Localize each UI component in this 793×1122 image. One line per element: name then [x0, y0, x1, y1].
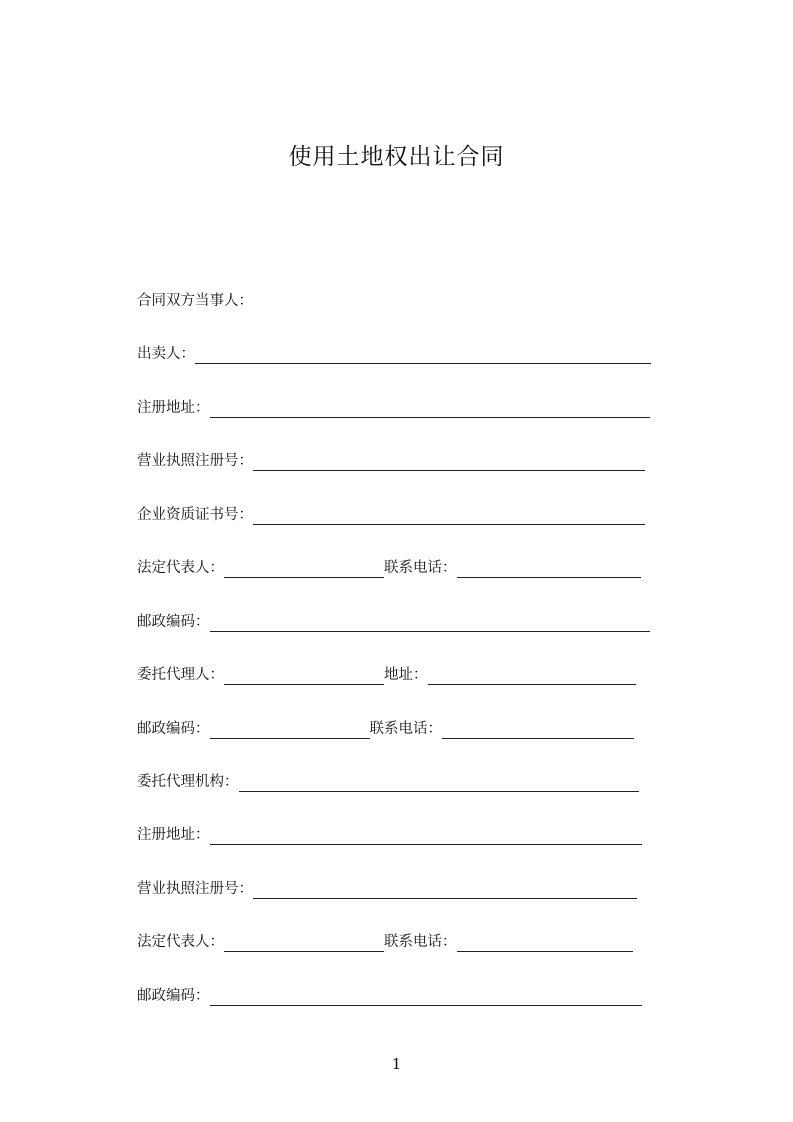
postcode-label-2: 邮政编码： [137, 721, 210, 737]
qualification-row [137, 505, 645, 525]
postcode-label-3: 邮政编码： [137, 988, 210, 1004]
qualification-label: 企业资质证书号： [137, 507, 253, 523]
document-title: 使用土地权出让合同 [288, 144, 505, 170]
phone-blank-1[interactable] [457, 561, 641, 578]
phone-label-2: 联系电话： [369, 721, 442, 737]
phone-blank-2[interactable] [442, 722, 634, 739]
postcode-blank-2[interactable] [210, 722, 370, 739]
license-label-2: 营业执照注册号： [137, 881, 253, 897]
postcode-row-2 [137, 719, 634, 739]
page-number: 1 [391, 1055, 402, 1073]
reg-address-row-2 [137, 825, 642, 845]
license-row-1 [137, 451, 645, 471]
postcode-blank-1[interactable] [210, 615, 650, 632]
legal-rep-blank-2[interactable] [224, 935, 384, 952]
seller-row [137, 344, 651, 364]
license-row-2 [137, 879, 637, 899]
reg-address-blank-2[interactable] [210, 828, 642, 845]
agent-row [137, 665, 636, 685]
agency-row [137, 772, 639, 792]
agent-label: 委托代理人： [137, 667, 224, 683]
legal-rep-label-2: 法定代表人： [137, 934, 224, 950]
phone-blank-3[interactable] [457, 935, 633, 952]
reg-address-label-1: 注册地址： [137, 400, 210, 416]
license-label-1: 营业执照注册号： [137, 453, 253, 469]
agent-blank[interactable] [224, 668, 384, 685]
seller-label: 出卖人： [137, 346, 195, 362]
agency-label: 委托代理机构： [137, 774, 239, 790]
legal-rep-blank-1[interactable] [224, 561, 384, 578]
legal-rep-label-1: 法定代表人： [137, 560, 224, 576]
postcode-row-1 [137, 612, 650, 632]
qualification-blank[interactable] [253, 508, 645, 525]
license-blank-2[interactable] [253, 882, 637, 899]
postcode-label-1: 邮政编码： [137, 614, 210, 630]
phone-label-1: 联系电话： [384, 560, 457, 576]
postcode-row-3 [137, 986, 642, 1006]
reg-address-blank-1[interactable] [210, 401, 650, 418]
legal-rep-row-2 [137, 932, 633, 952]
license-blank-1[interactable] [253, 454, 645, 471]
legal-rep-row-1 [137, 558, 641, 578]
intro-line [137, 291, 253, 311]
parties-label: 合同双方当事人： [137, 293, 253, 309]
postcode-blank-3[interactable] [210, 989, 642, 1006]
agent-address-label: 地址： [384, 667, 428, 683]
reg-address-label-2: 注册地址： [137, 827, 210, 843]
seller-blank[interactable] [195, 347, 651, 364]
agency-blank[interactable] [239, 775, 639, 792]
reg-address-row-1 [137, 398, 650, 418]
agent-address-blank[interactable] [428, 668, 636, 685]
phone-label-3: 联系电话： [384, 934, 457, 950]
